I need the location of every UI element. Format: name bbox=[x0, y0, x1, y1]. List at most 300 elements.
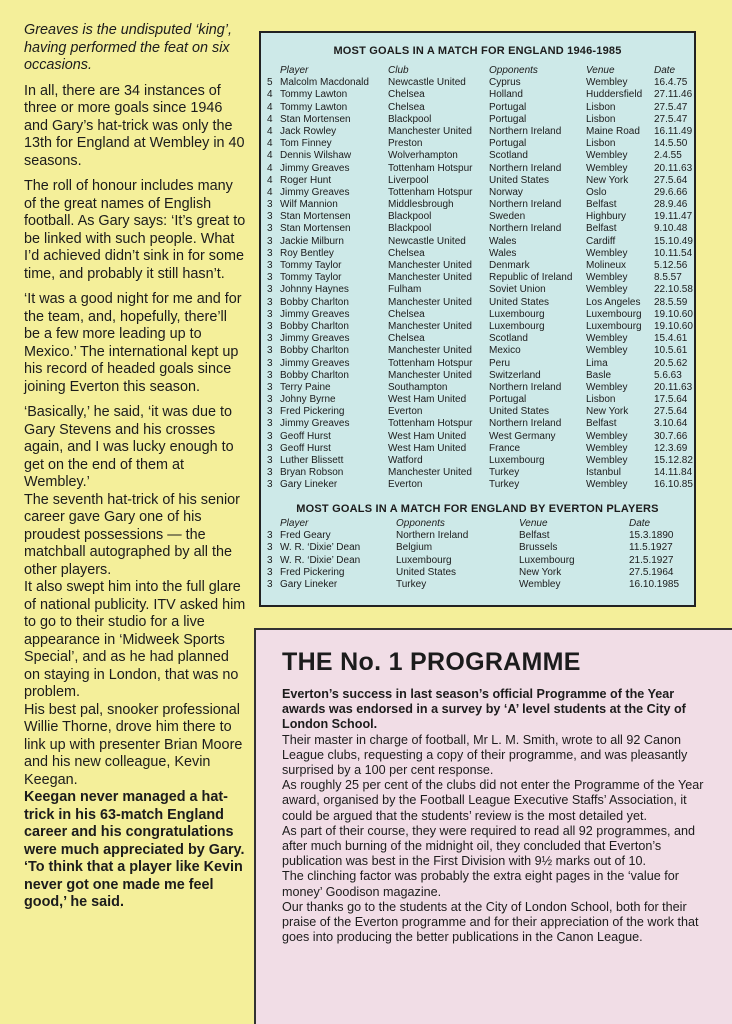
opponents-cell: Republic of Ireland bbox=[489, 272, 573, 284]
table-row bbox=[261, 309, 694, 321]
table-row bbox=[261, 382, 694, 394]
club-cell: Everton bbox=[388, 406, 423, 418]
date-cell: 27.11.46 bbox=[654, 89, 693, 101]
opponents-cell: Peru bbox=[489, 357, 511, 369]
article-paragraph: In all, there are 34 instances of three or more goals since 1946 and Gary’s hat-trick was only the 13th for England at Wembley in 40 seasons. bbox=[24, 82, 245, 169]
player-cell: Bobby Charlton bbox=[280, 296, 349, 308]
player-cell: Tom Finney bbox=[280, 138, 332, 150]
player-cell: Bobby Charlton bbox=[280, 320, 349, 332]
date-cell: 10.11.54 bbox=[654, 247, 693, 259]
date-cell: 22.10.58 bbox=[654, 284, 693, 296]
club-cell: Chelsea bbox=[388, 247, 425, 259]
goals-cell: 4 bbox=[267, 138, 273, 150]
table-row bbox=[261, 530, 694, 542]
goals-cell: 3 bbox=[267, 333, 273, 345]
opponents-cell: United States bbox=[489, 296, 550, 308]
date-cell: 3.10.64 bbox=[654, 418, 688, 430]
table-row bbox=[261, 358, 694, 370]
date-cell: 15.4.61 bbox=[654, 333, 688, 345]
table-row bbox=[261, 418, 694, 430]
player-cell: Tommy Lawton bbox=[280, 89, 348, 101]
opponents-cell: Portugal bbox=[489, 138, 527, 150]
opponents-cell: Cyprus bbox=[489, 77, 521, 89]
table-row bbox=[261, 89, 694, 101]
venue-cell: Lisbon bbox=[586, 113, 616, 125]
table-row bbox=[261, 187, 694, 199]
player-cell: Bryan Robson bbox=[280, 467, 344, 479]
table-row bbox=[261, 150, 694, 162]
opponents-cell: Northern Ireland bbox=[489, 162, 562, 174]
venue-cell: Maine Road bbox=[586, 125, 640, 137]
opponents-cell: Wales bbox=[489, 247, 517, 259]
goals-cell: 3 bbox=[267, 260, 273, 271]
goals-cell: 4 bbox=[267, 125, 273, 137]
goals-cell: 3 bbox=[267, 247, 273, 259]
goals-table-panel bbox=[259, 31, 696, 607]
opponents-cell: West Germany bbox=[489, 430, 556, 442]
venue-cell: Wembley bbox=[586, 162, 628, 174]
table-row bbox=[261, 126, 694, 138]
date-cell: 28.9.46 bbox=[654, 199, 688, 211]
date-cell: 10.5.61 bbox=[654, 345, 688, 357]
date-cell: 27.5.64 bbox=[654, 174, 688, 186]
opponents-cell: Portugal bbox=[489, 101, 527, 113]
programme-paragraph: The clinching factor was probably the extra eight pages in the ‘value for money’ Goodison magazine. bbox=[282, 869, 679, 899]
article-closing-paragraph: Keegan never managed a hat-trick in his 63-match England career and his congratulations were much appreciated by Gary. ‘To think that a player like Kevin never got one made me feel good,’ he said. bbox=[24, 789, 245, 910]
venue-cell: Luxembourg bbox=[586, 308, 642, 320]
main-table-body bbox=[261, 77, 694, 491]
header-player: Player bbox=[280, 65, 309, 76]
article-paragraph: ‘Basically,’ he said, ‘it was due to Gary Stevens and his crosses again, and I was lucky enough to get on the end of them at Wembley.’ bbox=[24, 404, 234, 490]
date-cell: 5.12.56 bbox=[654, 260, 688, 271]
date-cell: 20.11.63 bbox=[654, 381, 693, 393]
date-cell: 11.5.1927 bbox=[629, 542, 673, 554]
date-cell: 27.5.47 bbox=[654, 113, 688, 125]
player-cell: Roy Bentley bbox=[280, 247, 334, 259]
date-cell: 8.5.57 bbox=[654, 272, 682, 284]
venue-cell: Lima bbox=[586, 357, 608, 369]
table-row bbox=[261, 297, 694, 309]
player-cell: Dennis Wilshaw bbox=[280, 150, 352, 162]
player-cell: Johny Byrne bbox=[280, 394, 336, 406]
venue-cell: Wembley bbox=[586, 381, 628, 393]
goals-cell: 3 bbox=[267, 406, 273, 418]
article-column bbox=[24, 22, 246, 920]
goals-cell: 4 bbox=[267, 101, 273, 113]
table-row bbox=[261, 260, 694, 272]
club-cell: West Ham United bbox=[388, 430, 467, 442]
club-cell: Newcastle United bbox=[388, 77, 466, 89]
article-paragraph: The roll of honour includes many of the great names of English football. As Gary says: ‘It’s great to be linked with such people. What I’d achieved didn’t sink in for some time, and probably it still hasn’t. bbox=[24, 178, 246, 282]
table-row bbox=[261, 455, 694, 467]
club-cell: Manchester United bbox=[388, 467, 472, 479]
opponents-cell: Soviet Union bbox=[489, 284, 546, 296]
venue-cell: Wembley bbox=[586, 247, 628, 259]
opponents-cell: Mexico bbox=[489, 345, 521, 357]
club-cell: Fulham bbox=[388, 284, 422, 296]
venue-cell: New York bbox=[519, 566, 562, 578]
goals-cell: 4 bbox=[267, 150, 273, 162]
opponents-cell: Norway bbox=[489, 186, 523, 198]
club-cell: West Ham United bbox=[388, 442, 467, 454]
venue-cell: Wembley bbox=[586, 150, 628, 162]
goals-cell: 3 bbox=[267, 308, 273, 320]
club-cell: Newcastle United bbox=[388, 235, 466, 247]
opponents-cell: Luxembourg bbox=[489, 320, 545, 332]
table-row bbox=[261, 284, 694, 296]
opponents-cell: Turkey bbox=[396, 578, 427, 590]
article-intro: Greaves is the undisputed ‘king’, having performed the feat on six occasions. bbox=[24, 22, 232, 73]
everton-table-body bbox=[261, 530, 694, 591]
table-row bbox=[261, 248, 694, 260]
article-paragraph: His best pal, snooker professional Willie Thorne, drove him there to link up with presenter Brian Moore and his new colleague, Kevin Keegan. bbox=[24, 701, 243, 788]
main-table-header bbox=[261, 65, 694, 77]
club-cell: Preston bbox=[388, 138, 423, 150]
date-cell: 15.3.1890 bbox=[629, 530, 674, 542]
date-cell: 15.12.82 bbox=[654, 455, 693, 466]
player-cell: Tommy Taylor bbox=[280, 272, 342, 284]
goals-cell: 3 bbox=[267, 284, 273, 296]
club-cell: Blackpool bbox=[388, 211, 432, 223]
date-cell: 20.11.63 bbox=[654, 162, 693, 174]
table-row bbox=[261, 431, 694, 443]
goals-cell: 3 bbox=[267, 223, 273, 235]
programme-paragraph: Our thanks go to the students at the City of London School, both for their praise of the Everton programme and for their appreciation of the work that goes into producing the better publications in the Canon League. bbox=[282, 899, 699, 945]
goals-cell: 3 bbox=[267, 442, 273, 454]
venue-cell: Wembley bbox=[586, 284, 628, 296]
venue-cell: Wembley bbox=[519, 578, 561, 590]
player-cell: Bobby Charlton bbox=[280, 345, 349, 357]
goals-cell: 3 bbox=[267, 430, 273, 442]
player-cell: Jimmy Greaves bbox=[280, 186, 350, 198]
table-row bbox=[261, 467, 694, 479]
table-row bbox=[261, 406, 694, 418]
opponents-cell: France bbox=[489, 442, 521, 454]
venue-cell: Huddersfield bbox=[586, 89, 643, 101]
venue-cell: Los Angeles bbox=[586, 296, 641, 308]
venue-cell: Molineux bbox=[586, 260, 627, 271]
goals-cell: 3 bbox=[267, 345, 273, 357]
opponents-cell: Portugal bbox=[489, 113, 527, 125]
player-cell: Terry Paine bbox=[280, 381, 331, 393]
date-cell: 14.5.50 bbox=[654, 138, 688, 150]
table-row bbox=[261, 333, 694, 345]
venue-cell: Belfast bbox=[586, 418, 617, 430]
table-row bbox=[261, 542, 694, 554]
player-cell: Fred Pickering bbox=[280, 406, 345, 418]
goals-cell: 3 bbox=[267, 479, 273, 491]
venue-cell: New York bbox=[586, 174, 629, 186]
goals-cell: 3 bbox=[267, 296, 273, 308]
venue-cell: Lisbon bbox=[586, 101, 616, 113]
venue-cell: Wembley bbox=[586, 455, 628, 466]
goals-cell: 3 bbox=[267, 235, 273, 247]
club-cell: West Ham United bbox=[388, 394, 467, 406]
club-cell: Everton bbox=[388, 479, 423, 491]
table-row bbox=[261, 272, 694, 284]
opponents-cell: Luxembourg bbox=[489, 308, 545, 320]
player-cell: Tommy Taylor bbox=[280, 260, 342, 271]
article-paragraph: It also swept him into the full glare of national publicity. ITV asked him to go to their studio for a live appearance in ‘Midweek Sports Special’, and as he had planned on staying in London, that was no problem. bbox=[24, 579, 246, 700]
goals-cell: 4 bbox=[267, 186, 273, 198]
table-row bbox=[261, 345, 694, 357]
table-row bbox=[261, 579, 694, 591]
club-cell: Chelsea bbox=[388, 101, 425, 113]
table-row bbox=[261, 77, 694, 89]
header-venue: Venue bbox=[586, 65, 615, 76]
player-cell: Bobby Charlton bbox=[280, 369, 349, 381]
venue-cell: Wembley bbox=[586, 479, 628, 491]
date-cell: 20.5.62 bbox=[654, 357, 688, 369]
programme-paragraph: As roughly 25 per cent of the clubs did not enter the Programme of the Year award, organised by the Football League Executive Staffs’ Association, it could be argued that the students’ review is the most detailed yet. bbox=[282, 778, 704, 823]
header-venue: Venue bbox=[519, 518, 548, 529]
opponents-cell: Sweden bbox=[489, 211, 526, 223]
date-cell: 29.6.66 bbox=[654, 186, 688, 198]
article-paragraph: The seventh hat-trick of his senior career gave Gary one of his proudest possessions — the matchball autographed by all the other players. bbox=[24, 491, 240, 578]
date-cell: 16.10.85 bbox=[654, 479, 693, 491]
opponents-cell: Scotland bbox=[489, 150, 528, 162]
player-cell: Jackie Milburn bbox=[280, 235, 344, 247]
goals-cell: 3 bbox=[267, 455, 273, 466]
venue-cell: Wembley bbox=[586, 333, 628, 345]
goals-cell: 3 bbox=[267, 369, 273, 381]
table-row bbox=[261, 163, 694, 175]
main-table-title: MOST GOALS IN A MATCH FOR ENGLAND 1946-1985 bbox=[333, 45, 622, 57]
player-cell: Geoff Hurst bbox=[280, 430, 331, 442]
date-cell: 2.4.55 bbox=[654, 150, 682, 162]
club-cell: Chelsea bbox=[388, 89, 425, 101]
venue-cell: Oslo bbox=[586, 186, 607, 198]
date-cell: 9.10.48 bbox=[654, 223, 688, 235]
venue-cell: Basle bbox=[586, 369, 612, 381]
player-cell: W. R. ‘Dixie’ Dean bbox=[280, 542, 361, 554]
opponents-cell: Luxembourg bbox=[489, 455, 545, 466]
venue-cell: Lisbon bbox=[586, 138, 616, 150]
club-cell: Tottenham Hotspur bbox=[388, 162, 473, 174]
goals-cell: 3 bbox=[267, 272, 273, 284]
opponents-cell: United States bbox=[489, 174, 550, 186]
table-row bbox=[261, 321, 694, 333]
article-paragraph: ‘It was a good night for me and for the team, and, hopefully, there’ll be a few more leading up to Mexico.’ The international kept up his record of headed goals since joining Everton this season. bbox=[24, 291, 242, 395]
goals-cell: 3 bbox=[267, 530, 273, 542]
opponents-cell: Luxembourg bbox=[396, 554, 452, 566]
date-cell: 27.5.1964 bbox=[629, 566, 674, 578]
opponents-cell: Northern Ireland bbox=[489, 418, 562, 430]
programme-article bbox=[254, 628, 732, 1024]
player-cell: Jimmy Greaves bbox=[280, 357, 350, 369]
table-row bbox=[261, 567, 694, 579]
date-cell: 19.11.47 bbox=[654, 211, 693, 223]
club-cell: Southampton bbox=[388, 381, 448, 393]
opponents-cell: Holland bbox=[489, 89, 523, 101]
goals-cell: 3 bbox=[267, 467, 273, 479]
date-cell: 5.6.63 bbox=[654, 369, 682, 381]
table-row bbox=[261, 370, 694, 382]
goals-cell: 3 bbox=[267, 542, 273, 554]
venue-cell: Wembley bbox=[586, 77, 628, 89]
club-cell: Manchester United bbox=[388, 272, 472, 284]
header-date: Date bbox=[629, 518, 651, 529]
opponents-cell: Northern Ireland bbox=[489, 199, 562, 211]
date-cell: 27.5.47 bbox=[654, 101, 688, 113]
table-row bbox=[261, 199, 694, 211]
opponents-cell: Scotland bbox=[489, 333, 528, 345]
venue-cell: Wembley bbox=[586, 442, 628, 454]
club-cell: Manchester United bbox=[388, 296, 472, 308]
club-cell: Middlesbrough bbox=[388, 199, 454, 211]
main-table bbox=[261, 65, 694, 492]
player-cell: Jimmy Greaves bbox=[280, 333, 350, 345]
player-cell: Luther Blissett bbox=[280, 455, 344, 466]
table-row bbox=[261, 138, 694, 150]
goals-cell: 4 bbox=[267, 89, 273, 101]
opponents-cell: United States bbox=[489, 406, 550, 418]
player-cell: Stan Mortensen bbox=[280, 223, 351, 235]
venue-cell: Istanbul bbox=[586, 467, 622, 479]
player-cell: Gary Lineker bbox=[280, 479, 338, 491]
goals-cell: 3 bbox=[267, 566, 273, 578]
player-cell: Jimmy Greaves bbox=[280, 418, 350, 430]
date-cell: 21.5.1927 bbox=[629, 554, 674, 566]
opponents-cell: Portugal bbox=[489, 394, 527, 406]
club-cell: Tottenham Hotspur bbox=[388, 418, 473, 430]
venue-cell: Wembley bbox=[586, 430, 628, 442]
venue-cell: Wembley bbox=[586, 272, 628, 284]
table-row bbox=[261, 555, 694, 567]
table-row bbox=[261, 223, 694, 235]
club-cell: Blackpool bbox=[388, 113, 432, 125]
opponents-cell: Belgium bbox=[396, 542, 433, 554]
venue-cell: Belfast bbox=[519, 530, 550, 542]
date-cell: 15.10.49 bbox=[654, 235, 693, 247]
opponents-cell: Northern Ireland bbox=[489, 381, 562, 393]
club-cell: Chelsea bbox=[388, 333, 425, 345]
date-cell: 17.5.64 bbox=[654, 394, 688, 406]
venue-cell: Highbury bbox=[586, 211, 627, 223]
table-row bbox=[261, 236, 694, 248]
player-cell: Gary Lineker bbox=[280, 578, 338, 590]
header-opponents: Opponents bbox=[489, 65, 538, 76]
table-row bbox=[261, 479, 694, 491]
date-cell: 27.5.64 bbox=[654, 406, 688, 418]
player-cell: Johnny Haynes bbox=[280, 284, 349, 296]
programme-heading: THE No. 1 PROGRAMME bbox=[282, 648, 581, 676]
club-cell: Chelsea bbox=[388, 308, 425, 320]
goals-cell: 3 bbox=[267, 211, 273, 223]
programme-paragraph: Their master in charge of football, Mr L. M. Smith, wrote to all 92 Canon League clubs, requesting a copy of their programme, and was pleasantly surprised by a 100 per cent response. bbox=[282, 732, 688, 778]
goals-cell: 3 bbox=[267, 394, 273, 406]
player-cell: Stan Mortensen bbox=[280, 211, 351, 223]
table-row bbox=[261, 114, 694, 126]
player-cell: Fred Pickering bbox=[280, 566, 345, 578]
club-cell: Manchester United bbox=[388, 260, 472, 271]
everton-table bbox=[261, 518, 694, 591]
goals-cell: 3 bbox=[267, 554, 273, 566]
opponents-cell: Turkey bbox=[489, 467, 520, 479]
club-cell: Tottenham Hotspur bbox=[388, 357, 473, 369]
goals-cell: 3 bbox=[267, 357, 273, 369]
club-cell: Manchester United bbox=[388, 345, 472, 357]
opponents-cell: Northern Ireland bbox=[489, 125, 562, 137]
goals-cell: 3 bbox=[267, 320, 273, 332]
goals-cell: 4 bbox=[267, 113, 273, 125]
player-cell: Wilf Mannion bbox=[280, 199, 338, 211]
goals-cell: 3 bbox=[267, 199, 273, 211]
goals-cell: 5 bbox=[267, 77, 273, 89]
everton-table-title: MOST GOALS IN A MATCH FOR ENGLAND BY EVERTON PLAYERS bbox=[296, 503, 659, 515]
player-cell: Fred Geary bbox=[280, 530, 331, 542]
header-date: Date bbox=[654, 65, 676, 76]
player-cell: Roger Hunt bbox=[280, 174, 332, 186]
player-cell: Malcolm Macdonald bbox=[280, 77, 369, 89]
opponents-cell: Wales bbox=[489, 235, 517, 247]
player-cell: Stan Mortensen bbox=[280, 113, 351, 125]
opponents-cell: Turkey bbox=[489, 479, 520, 491]
club-cell: Manchester United bbox=[388, 125, 472, 137]
player-cell: Jack Rowley bbox=[280, 125, 337, 137]
date-cell: 12.3.69 bbox=[654, 442, 688, 454]
opponents-cell: Northern Ireland bbox=[396, 530, 469, 542]
date-cell: 28.5.59 bbox=[654, 296, 688, 308]
goals-cell: 3 bbox=[267, 381, 273, 393]
venue-cell: Brussels bbox=[519, 542, 558, 554]
player-cell: Jimmy Greaves bbox=[280, 308, 350, 320]
goals-cell: 4 bbox=[267, 162, 273, 174]
venue-cell: New York bbox=[586, 406, 629, 418]
club-cell: Wolverhampton bbox=[388, 150, 458, 162]
goals-cell: 3 bbox=[267, 578, 273, 590]
venue-cell: Luxembourg bbox=[586, 320, 642, 332]
table-row bbox=[261, 175, 694, 187]
table-row bbox=[261, 443, 694, 455]
player-cell: Tommy Lawton bbox=[280, 101, 348, 113]
opponents-cell: Switzerland bbox=[489, 369, 541, 381]
date-cell: 16.10.1985 bbox=[629, 578, 680, 590]
opponents-cell: Northern Ireland bbox=[489, 223, 562, 235]
club-cell: Manchester United bbox=[388, 369, 472, 381]
venue-cell: Belfast bbox=[586, 199, 617, 211]
venue-cell: Cardiff bbox=[586, 235, 616, 247]
venue-cell: Luxembourg bbox=[519, 554, 575, 566]
player-cell: W. R. ‘Dixie’ Dean bbox=[280, 554, 361, 566]
club-cell: Manchester United bbox=[388, 320, 472, 332]
player-cell: Jimmy Greaves bbox=[280, 162, 350, 174]
club-cell: Watford bbox=[388, 455, 423, 466]
date-cell: 19.10.60 bbox=[654, 308, 693, 320]
club-cell: Liverpool bbox=[388, 174, 429, 186]
table-row bbox=[261, 102, 694, 114]
goals-cell: 3 bbox=[267, 418, 273, 430]
venue-cell: Wembley bbox=[586, 345, 628, 357]
programme-lead: Everton’s success in last season’s official Programme of the Year awards was endorsed in a survey by ‘A’ level students at the City of London School. bbox=[282, 687, 686, 732]
everton-table-header bbox=[261, 518, 694, 530]
opponents-cell: Denmark bbox=[489, 260, 530, 271]
club-cell: Blackpool bbox=[388, 223, 432, 235]
programme-paragraph: As part of their course, they were required to read all 92 programmes, and after much burning of the midnight oil, they concluded that Everton’s publication was best in the First Division with 9½ marks out of 10. bbox=[282, 823, 696, 869]
player-cell: Geoff Hurst bbox=[280, 442, 331, 454]
goals-cell: 4 bbox=[267, 174, 273, 186]
date-cell: 16.4.75 bbox=[654, 77, 688, 89]
header-club: Club bbox=[388, 65, 409, 76]
table-row bbox=[261, 394, 694, 406]
venue-cell: Lisbon bbox=[586, 394, 616, 406]
date-cell: 19.10.60 bbox=[654, 320, 693, 332]
date-cell: 16.11.49 bbox=[654, 125, 693, 137]
opponents-cell: United States bbox=[396, 566, 457, 578]
table-row bbox=[261, 211, 694, 223]
header-opponents: Opponents bbox=[396, 518, 445, 529]
date-cell: 30.7.66 bbox=[654, 430, 688, 442]
